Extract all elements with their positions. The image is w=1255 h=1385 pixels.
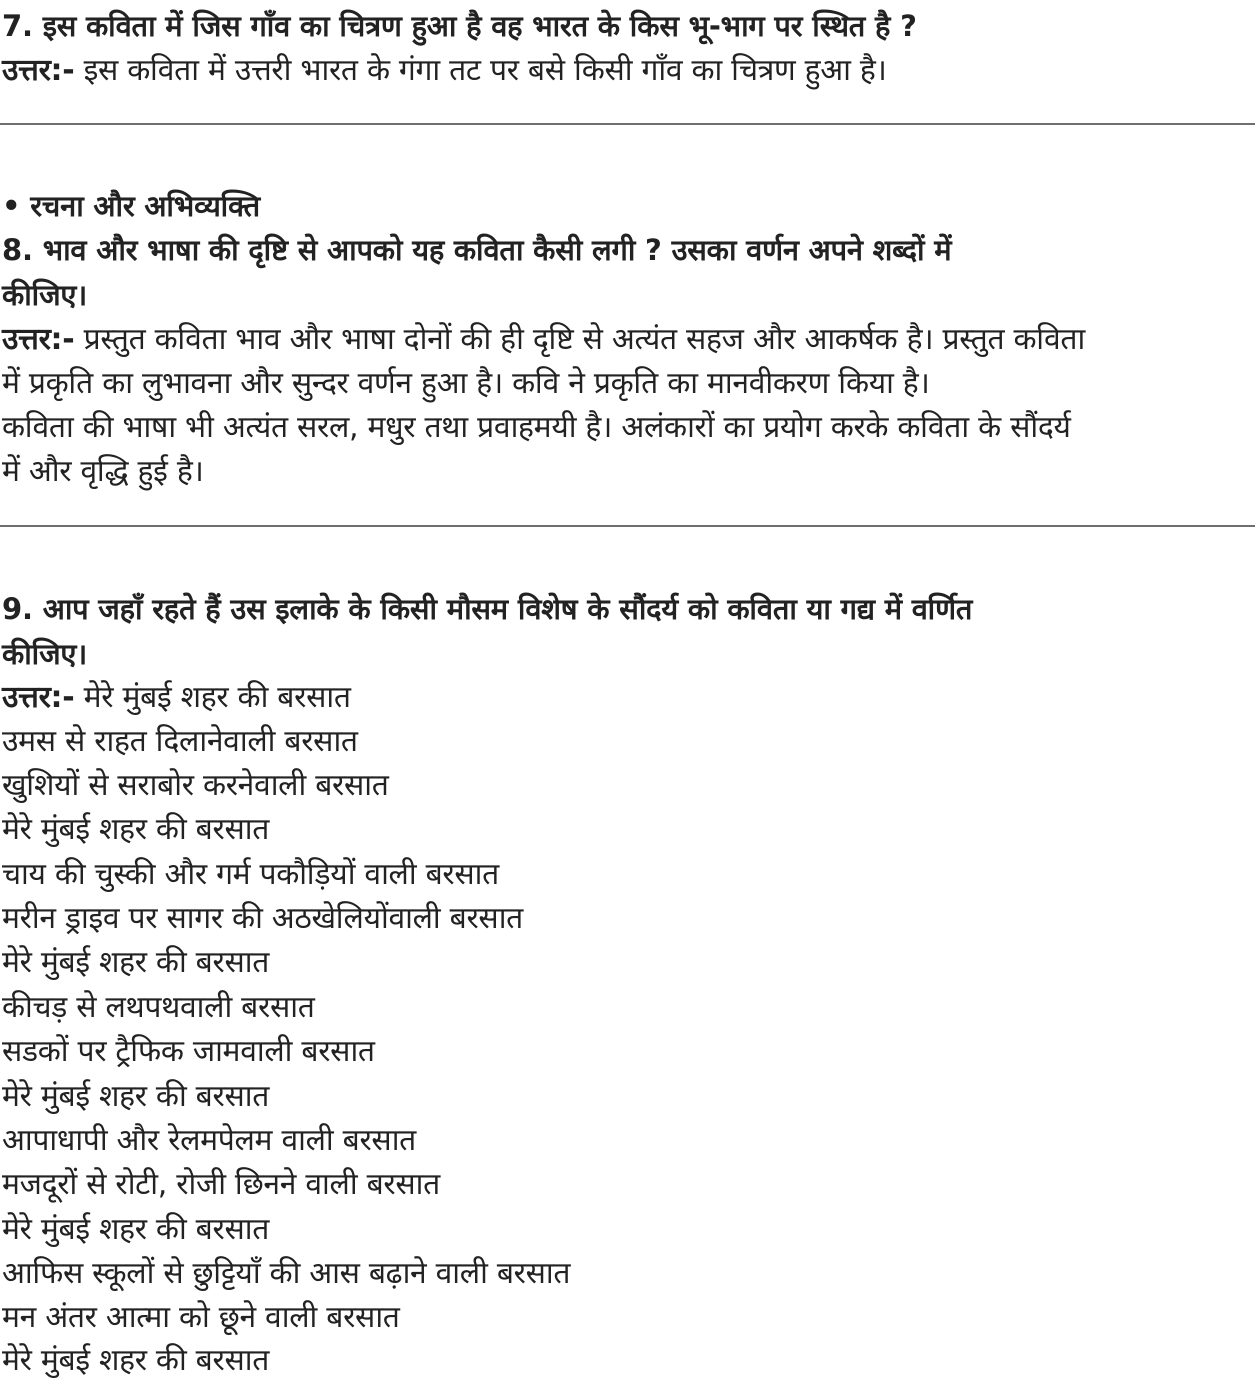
answer-8-line-2: में प्रकृति का लुभावना और सुन्दर वर्णन हुआ है। कवि ने प्रकृति का मानवीकरण किया है। (2, 366, 930, 401)
divider (0, 525, 1255, 527)
divider (0, 123, 1255, 125)
poem-line: उमस से राहत दिलानेवाली बरसात (2, 724, 358, 759)
question-9-line-2: कीजिए। (2, 637, 88, 671)
poem-line: आपाधापी और रेलमपेलम वाली बरसात (2, 1123, 416, 1158)
poem-line: आफिस स्कूलों से छुट्टियाँ की आस बढ़ाने वाली बरसात (2, 1256, 571, 1291)
poem-line: मेरे मुंबई शहर की बरसात (2, 1212, 270, 1247)
poem-line: मेरे मुंबई शहर की बरसात (2, 1079, 270, 1114)
question-8-line-1: 8. भाव और भाषा की दृष्टि से आपको यह कविता कैसी लगी ? उसका वर्णन अपने शब्दों में (2, 233, 952, 267)
answer-8-line-4: में और वृद्धि हुई है। (2, 454, 204, 489)
poem-line: खुशियों से सराबोर करनेवाली बरसात (2, 768, 389, 803)
answer-7 (2, 49, 887, 93)
poem-line: सडकों पर ट्रैफिक जामवाली बरसात (2, 1034, 375, 1069)
answer-label: उत्तर:- (2, 53, 75, 88)
question-9-line-1: 9. आप जहाँ रहते हैं उस इलाके के किसी मौसम विशेष के सौंदर्य को कविता या गद्य में वर्णित (2, 592, 973, 626)
question-8-line-2: कीजिए। (2, 278, 88, 312)
poem-line: मेरे मुंबई शहर की बरसात (2, 812, 270, 847)
poem-line: मेरे मुंबई शहर की बरसात (2, 945, 270, 980)
answer-label: उत्तर:- (2, 322, 75, 357)
poem-line: चाय की चुस्की और गर्म पकौड़ियों वाली बरसात (2, 857, 499, 892)
answer-8-line-3: कविता की भाषा भी अत्यंत सरल, मधुर तथा प्रवाहमयी है। अलंकारों का प्रयोग करके कविता के सौंदर्य (2, 410, 1071, 445)
answer-text: इस कविता में उत्तरी भारत के गंगा तट पर बसे किसी गाँव का चित्रण हुआ है। (74, 53, 887, 88)
question-7: 7. इस कविता में जिस गाँव का चित्रण हुआ है वह भारत के किस भू-भाग पर स्थित है ? (2, 9, 917, 43)
answer-label: उत्तर:- (2, 680, 75, 715)
section-heading: • रचना और अभिव्यक्ति (2, 189, 261, 223)
poem-line: मेरे मुंबई शहर की बरसात (2, 1343, 270, 1378)
poem-line: मरीन ड्राइव पर सागर की अठखेलियोंवाली बरसात (2, 901, 523, 936)
answer-9-first-line (2, 676, 351, 720)
poem-line: कीचड़ से लथपथवाली बरसात (2, 990, 315, 1025)
poem-line: मन अंतर आत्मा को छूने वाली बरसात (2, 1300, 400, 1335)
answer-8-line-1 (2, 318, 1085, 362)
answer-text: प्रस्तुत कविता भाव और भाषा दोनों की ही दृष्टि से अत्यंत सहज और आकर्षक है। प्रस्तुत कविता (74, 322, 1085, 357)
answer-text: मेरे मुंबई शहर की बरसात (74, 680, 351, 715)
poem-line: मजदूरों से रोटी, रोजी छिनने वाली बरसात (2, 1167, 440, 1202)
